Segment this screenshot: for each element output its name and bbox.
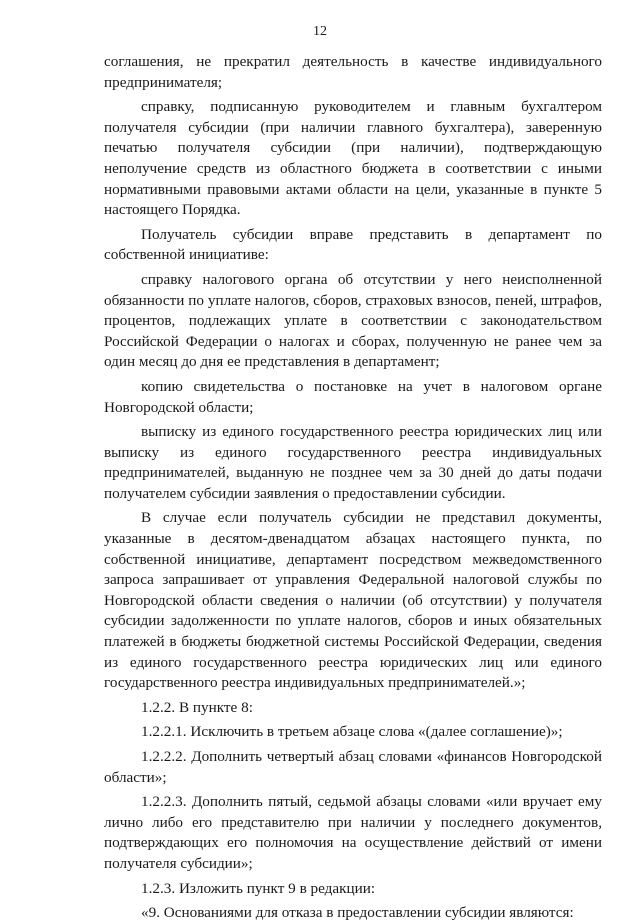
paragraph: соглашения, не прекратил деятельность в качестве индивидуального предпринимателя; [104, 53, 602, 91]
paragraph: выписку из единого государственного реестра юридических лиц или выписку из единого государственного реестра индивидуальных предпринимателей, выданную не позднее чем за 30 дней до даты подачи получателем субсидии заявления о предоставлении субсидии. [104, 423, 602, 502]
paragraph: «9. Основаниями для отказа в предоставлении субсидии являются: [141, 904, 574, 922]
paragraph: 1.2.3. Изложить пункт 9 в редакции: [141, 879, 376, 897]
paragraph: 1.2.2. В пункте 8: [141, 698, 253, 716]
paragraph: В случае если получатель субсидии не представил документы, указанные в десятом-двенадцатом абзацах настоящего пункта, по собственной инициативе, департамент посредством межведомственного запроса запрашивает от управления Федеральной налоговой службы по Новгородской области сведения о наличии (об отсутствии) у получателя субсидии задолженности по уплате налогов, сборов и иных обязательных платежей в бюджеты бюджетной системы Российской Федерации, сведения из единого государственного реестра юридических лиц или единого государственного реестра индивидуальных предпринимателей.»; [104, 509, 602, 692]
paragraph: справку налогового органа об отсутствии у него неисполненной обязанности по уплате налогов, сборов, страховых взносов, пеней, штрафов, процентов, подлежащих уплате в соответствии с законодательством Российской Федерации о налогах и сборах, полученную не ранее чем за один месяц до дня ее представления в департамент; [104, 270, 602, 371]
paragraph: 1.2.2.2. Дополнить четвертый абзац словами «финансов Новгородской области»; [104, 748, 602, 786]
paragraph: 1.2.2.3. Дополнить пятый, седьмой абзацы словами «или вручает ему лично либо его представителю при наличии у последнего документов, подтверждающих его полномочия на осуществление действий от имени получателя субсидии»; [104, 793, 602, 872]
paragraph: Получатель субсидии вправе представить в департамент по собственной инициативе: [104, 225, 602, 264]
document-body [104, 52, 602, 924]
paragraph: копию свидетельства о постановке на учет в налоговом органе Новгородской области; [104, 377, 602, 416]
page-number: 12 [313, 24, 327, 39]
paragraph: 1.2.2.1. Исключить в третьем абзаце слова «(далее соглашение)»; [141, 723, 563, 741]
paragraph: справку, подписанную руководителем и главным бухгалтером получателя субсидии (при наличии главного бухгалтера), заверенную печатью получателя субсидии (при наличии), подтверждающую неполучение средств из областного бюджета в соответствии с иными нормативными правовыми актами области на цели, указанные в пункте 5 настоящего Порядка. [104, 98, 602, 219]
